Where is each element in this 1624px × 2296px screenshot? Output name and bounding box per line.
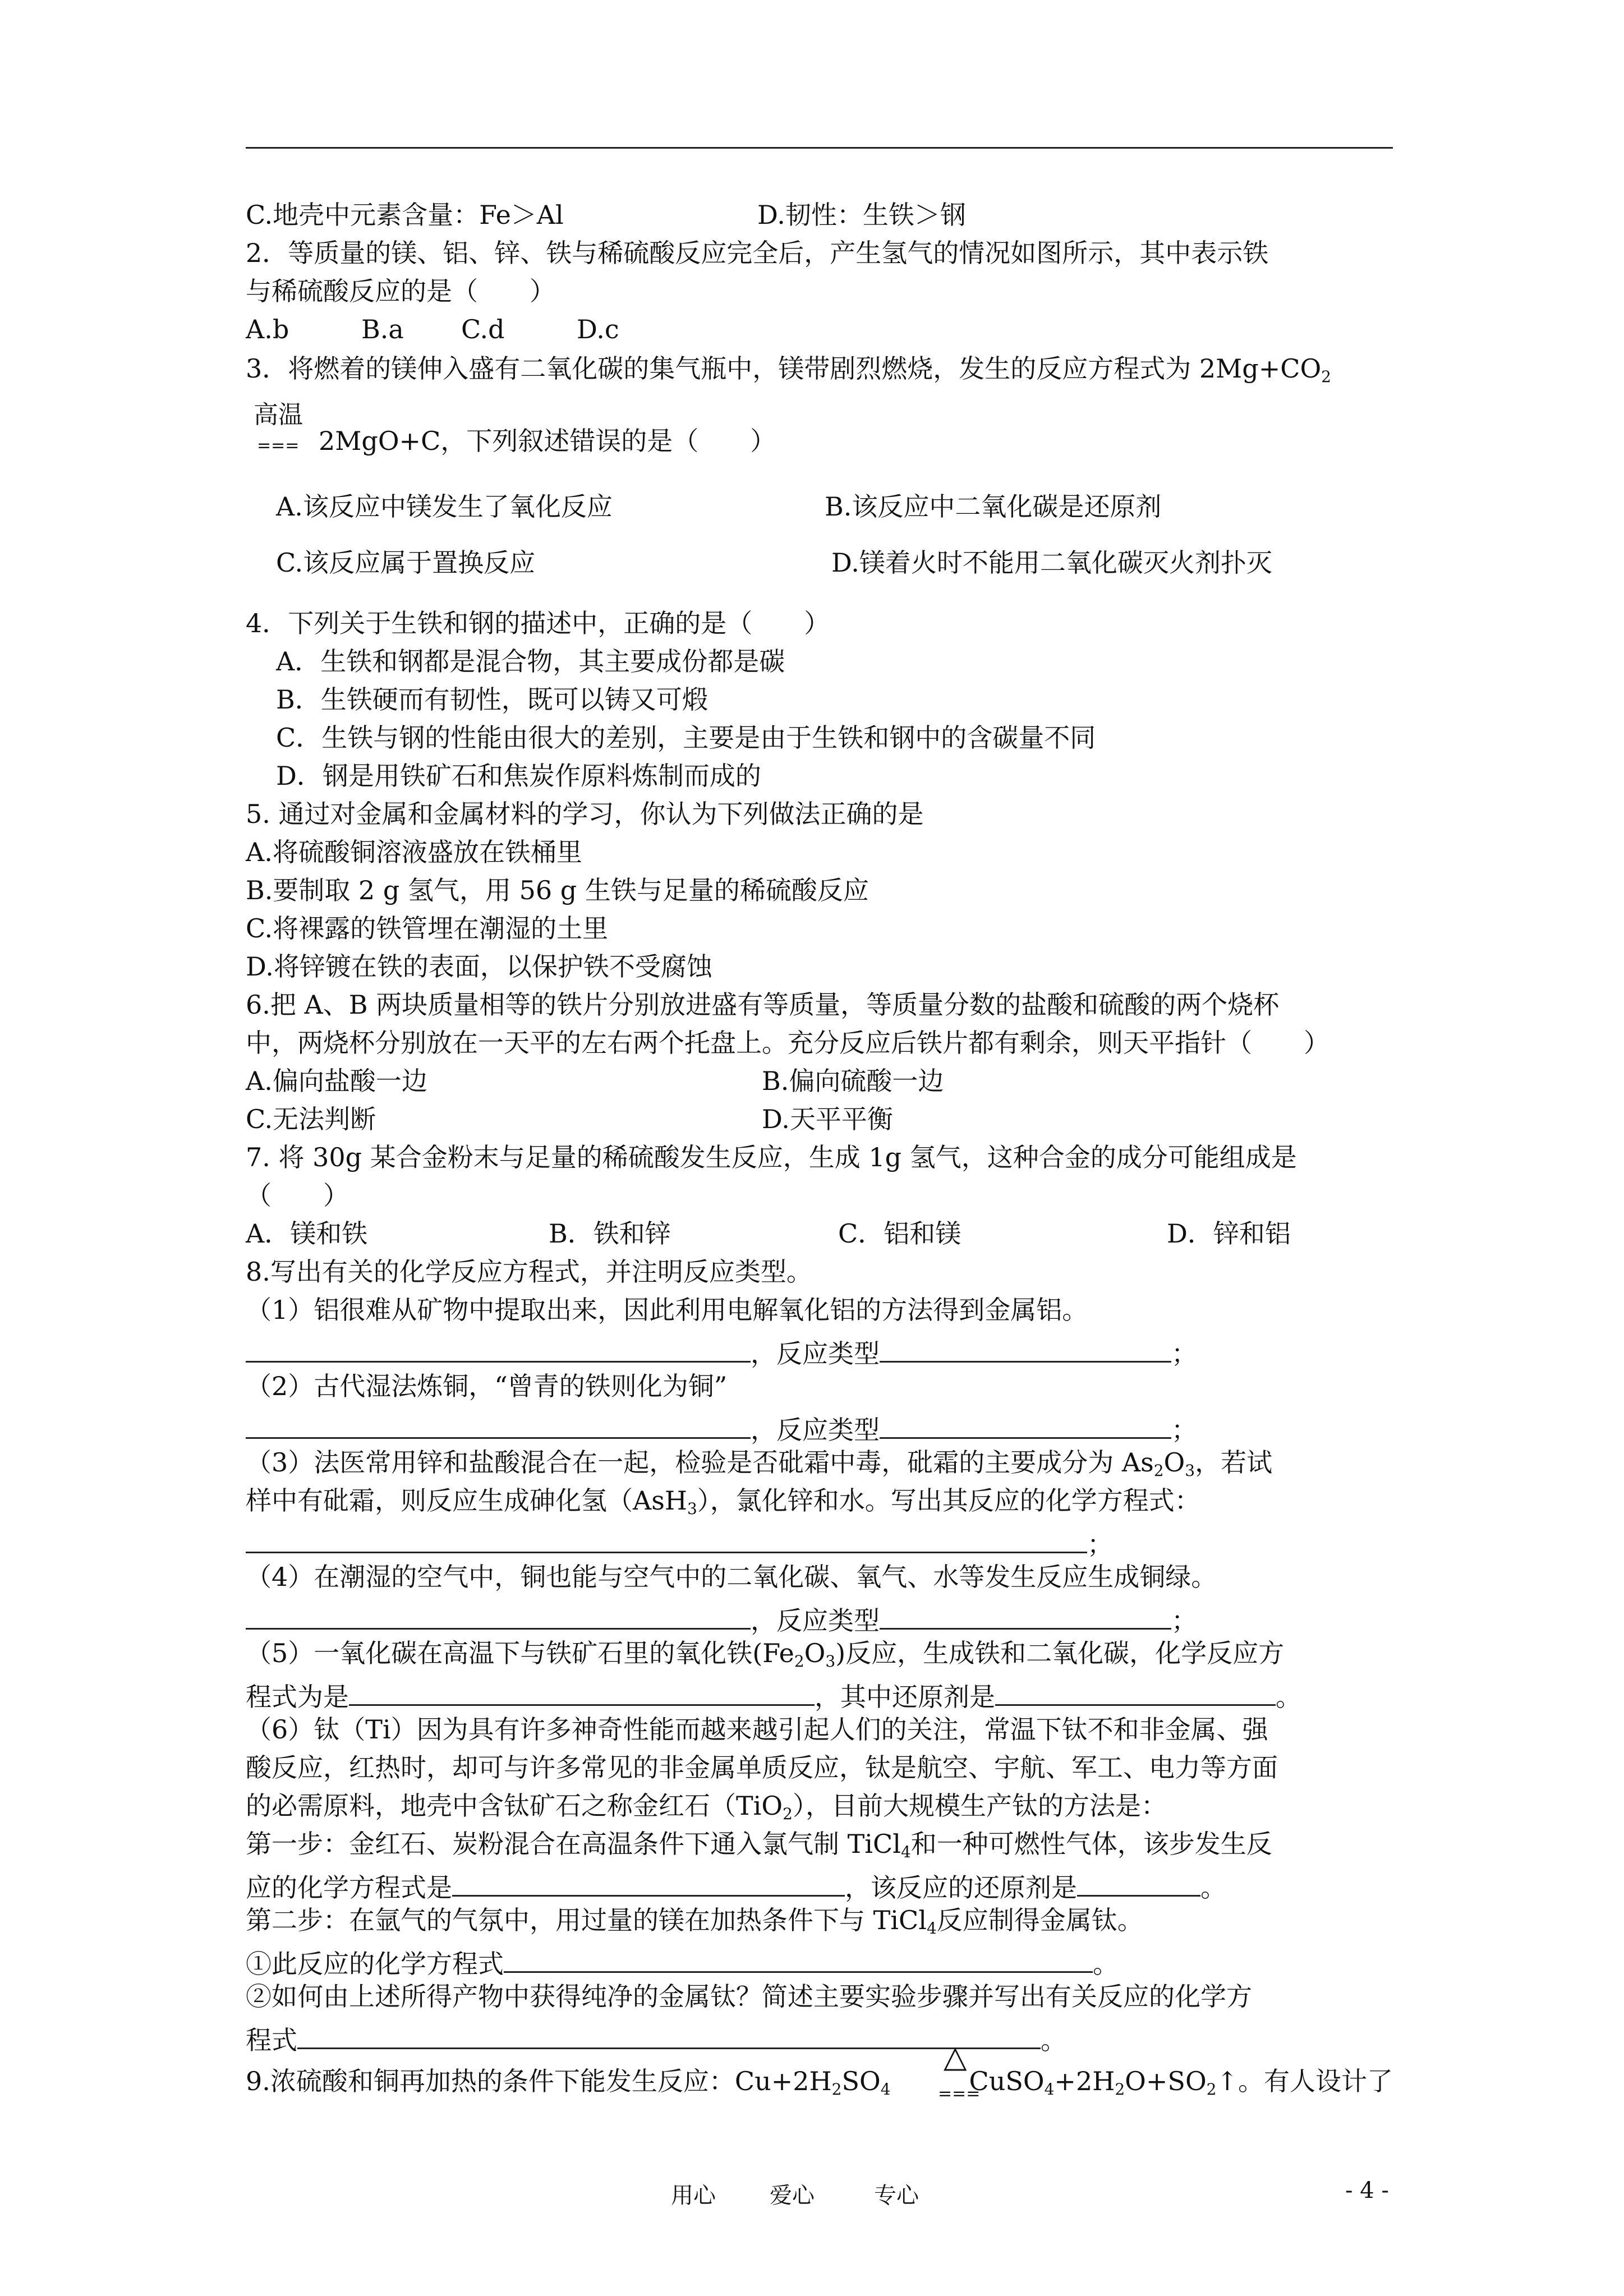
footer-motto-1: 用心 (671, 2183, 716, 2208)
q8-sub6-step1-answer-row: 应的化学方程式是 ，该反应的还原剂是 。 (246, 1869, 1226, 1901)
q3-option-d: D.镁着火时不能用二氧化碳灭火剂扑灭 (831, 547, 1272, 578)
q8-sub6-step2-q2-answer-row: 程式 。 (246, 2022, 1066, 2053)
q8-sub3-line1: （3）法医常用锌和盐酸混合在一起，检验是否砒霜中毒，砒霜的主要成分为 $As_2O_3$，若试 (246, 1447, 1273, 1480)
q6-stem-line1: 6.把 A、B 两块质量相等的铁片分别放进盛有等质量，等质量分数的盐酸和硫酸的两个烧杯 (246, 990, 1280, 1020)
q1-option-d: D.韧性：生铁＞钢 (757, 200, 966, 230)
q3-options-row2 (276, 547, 1272, 578)
q5-option-d: D.将锌镀在铁的表面，以保护铁不受腐蚀 (246, 951, 712, 982)
q6-options-row2 (246, 1104, 893, 1134)
q4-stem: 4．下列关于生铁和钢的描述中，正确的是（ ） (246, 608, 830, 638)
q8-sub4: （4）在潮湿的空气中，铜也能与空气中的二氧化碳、氧气、水等发生反应生成铜绿。 (246, 1562, 1217, 1592)
q3-option-b: B.该反应中二氧化碳是还原剂 (825, 491, 1162, 522)
q8-sub6-step1-equation-blank[interactable] (452, 1869, 845, 1897)
q2-options (246, 314, 619, 344)
q3-option-c: C.该反应属于置换反应 (276, 547, 536, 578)
q7-stem-line1: 7. 将 30g 某合金粉末与足量的稀硫酸发生反应，生成 1g 氢气，这种合金的成分可能组成是 (246, 1142, 1297, 1172)
q7-option-b: B．铁和锌 (549, 1218, 671, 1249)
q8-sub2: （2）古代湿法炼铜，“曾青的铁则化为铜” (246, 1371, 728, 1401)
page-number: - 4 - (1345, 2178, 1389, 2203)
q9-stem-line1: 9.浓硫酸和铜再加热的条件下能发生反应：$Cu+2H_2SO_4$ $CuSO_4+2H_2O+SO_2↑$。有人设计了 (246, 2066, 1393, 2099)
q2-stem-line1: 2．等质量的镁、铝、锌、铁与稀硫酸反应完全后，产生氢气的情况如图所示，其中表示铁 (246, 238, 1269, 268)
q8-sub2-equation-blank[interactable] (246, 1411, 751, 1439)
q8-sub6-steps-blank[interactable] (297, 2022, 1041, 2049)
q9-heating-triangle: △ (944, 2039, 967, 2074)
q2-stem-line2: 与稀硫酸反应的是（ ） (246, 276, 555, 306)
q3-options-row1 (276, 491, 1162, 522)
q5-option-a: A.将硫酸铜溶液盛放在铁桶里 (246, 837, 582, 867)
q7-options (246, 1218, 1291, 1249)
q2-option-d: D.c (577, 314, 619, 344)
q2-option-b: B.a (361, 314, 404, 344)
q8-sub1: （1）铝很难从矿物中提取出来，因此利用电解氧化铝的方法得到金属铝。 (246, 1295, 1088, 1325)
q8-sub4-answer-row: ，反应类型 ； (246, 1602, 1197, 1634)
q8-sub5-line1: （5）一氧化碳在高温下与铁矿石里的氧化铁$(Fe_2O_3)$反应，生成铁和二氧化碳，化学反应方 (246, 1638, 1285, 1671)
q2-option-a: A.b (246, 314, 289, 344)
q6-option-a: A.偏向盐酸一边 (246, 1066, 427, 1096)
q8-sub6-reductant-blank[interactable] (1077, 1869, 1200, 1897)
q7-option-a: A．镁和铁 (246, 1218, 368, 1249)
q8-sub6-step1: 第一步：金红石、炭粉混合在高温条件下通入氯气制 TiCl$_4$和一种可燃性气体，该步发生反 (246, 1829, 1272, 1861)
q6-option-d: D.天平平衡 (762, 1104, 893, 1134)
footer-motto-2: 爱心 (770, 2183, 815, 2208)
q3-reaction-condition: 高温 (254, 401, 303, 429)
q4-option-a: A．生铁和钢都是混合物，其主要成份都是碳 (276, 646, 785, 677)
q8-sub1-equation-blank[interactable] (246, 1335, 751, 1363)
q8-sub2-answer-row: ，反应类型 ； (246, 1411, 1197, 1443)
q8-sub5-line2: 程式为是 ，其中还原剂是 。 (246, 1678, 1301, 1710)
header-rule (246, 147, 1393, 149)
q8-sub6-step2-equation-blank[interactable] (504, 1945, 1093, 1973)
q8-stem: 8.写出有关的化学反应方程式，并注明反应类型。 (246, 1257, 812, 1287)
q8-sub3-answer-row: ； (246, 1526, 1113, 1557)
q3-stem-line1: 3．将燃着的镁伸入盛有二氧化碳的集气瓶中，镁带剧烈燃烧，发生的反应方程式为 $2Mg+CO_2$ (246, 353, 1331, 386)
q5-option-b: B.要制取 2 g 氢气，用 56 g 生铁与足量的稀硫酸反应 (246, 875, 869, 905)
q8-sub6-line2: 酸反应，红热时，却可与许多常见的非金属单质反应，钛是航空、宇航、军工、电力等方面 (246, 1752, 1278, 1783)
q8-sub1-type-blank[interactable] (880, 1335, 1171, 1363)
q8-sub2-type-blank[interactable] (880, 1411, 1171, 1439)
q4-option-d: D．钢是用铁矿石和焦炭作原料炼制而成的 (276, 761, 761, 791)
q5-stem: 5. 通过对金属和金属材料的学习，你认为下列做法正确的是 (246, 799, 924, 829)
q6-option-b: B.偏向硫酸一边 (762, 1066, 944, 1096)
q8-sub4-type-blank[interactable] (880, 1602, 1171, 1630)
q3-stem-line2: 2MgO+C，下列叙述错误的是（ ） (319, 426, 776, 456)
q7-option-c: C．铝和镁 (838, 1218, 961, 1249)
q6-stem-line2: 中，两烧杯分别放在一天平的左右两个托盘上。充分反应后铁片都有剩余，则天平指针（ ） (246, 1028, 1329, 1058)
q6-option-c: C.无法判断 (246, 1104, 376, 1134)
q2-option-c: C.d (461, 314, 505, 344)
q1-option-c: C.地壳中元素含量：Fe＞Al (246, 200, 564, 230)
q7-stem-line2: （ ） (246, 1180, 349, 1211)
q8-sub4-equation-blank[interactable] (246, 1602, 751, 1630)
q8-sub5-equation-blank[interactable] (349, 1678, 815, 1706)
q8-sub6-step2: 第二步：在氩气的气氛中，用过量的镁在加热条件下与 TiCl$_4$反应制得金属钛。 (246, 1905, 1143, 1938)
q8-sub1-answer-row: ，反应类型 ； (246, 1335, 1197, 1366)
q8-sub6-line1: （6）钛（Ti）因为具有许多神奇性能而越来越引起人们的关注，常温下钛不和非金属、强 (246, 1714, 1268, 1745)
q4-option-b: B．生铁硬而有韧性，既可以铸又可煅 (276, 684, 708, 715)
q3-equals-sign: === (257, 436, 300, 455)
q4-option-c: C．生铁与钢的性能由很大的差别，主要是由于生铁和钢中的含碳量不同 (276, 723, 1096, 753)
q6-options-row1 (246, 1066, 944, 1096)
q3-option-a: A.该反应中镁发生了氧化反应 (276, 491, 613, 522)
q8-sub3-equation-blank[interactable] (246, 1526, 1087, 1553)
q8-sub6-step2-q2: ②如何由上述所得产物中获得纯净的金属钛？简述主要实验步骤并写出有关反应的化学方 (246, 1981, 1252, 2012)
q8-sub5-reductant-blank[interactable] (995, 1678, 1276, 1706)
q9-equals-sign: === (938, 2084, 981, 2104)
q8-sub6-step2-q1: ①此反应的化学方程式 。 (246, 1945, 1119, 1977)
q1-options (246, 200, 966, 230)
q7-option-d: D．锌和铝 (1167, 1218, 1291, 1249)
q8-sub3-line2: 样中有砒霜，则反应生成砷化氢（AsH$_3$），氯化锌和水。写出其反应的化学方程式： (246, 1485, 1200, 1518)
q5-option-c: C.将裸露的铁管埋在潮湿的土里 (246, 913, 609, 944)
footer-motto-3: 专心 (874, 2183, 919, 2208)
q8-sub6-line3: 的必需原料，地壳中含钛矿石之称金红石（TiO$_2$），目前大规模生产钛的方法是： (246, 1791, 1167, 1823)
